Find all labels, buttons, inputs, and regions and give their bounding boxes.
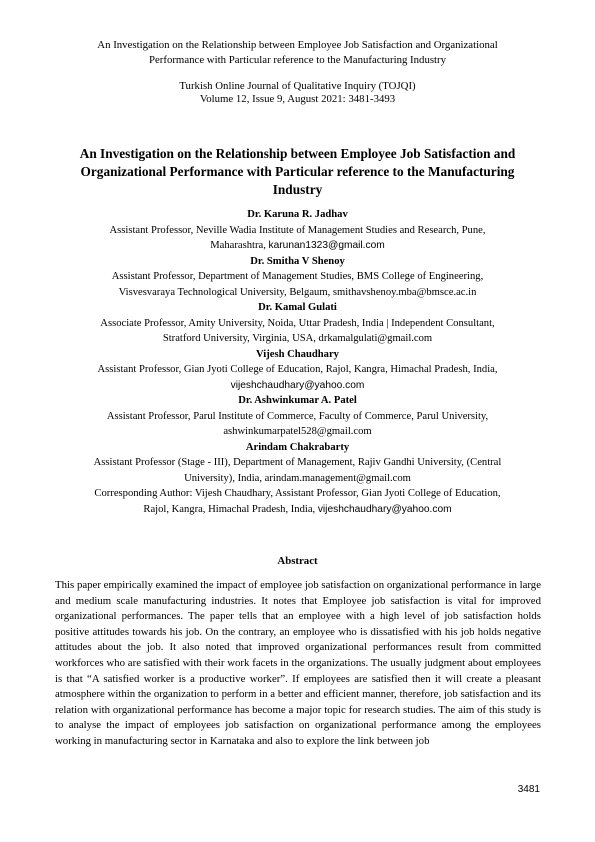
author-name: Dr. Kamal Gulati xyxy=(258,302,337,313)
author-affiliation: Assistant Professor, Parul Institute of Commerce, Faculty of Commerce, Parul University, xyxy=(106,410,489,422)
abstract-body: This paper empirically examined the impact of employee job satisfaction on organizational performance in large and medium scale manufacturing industries. It notes that Employee job satisfaction is vital for improved organizational performances. The paper tells that an employee with a high level of job satisfaction holds positive attitudes towards his job. On the contrary, an employee who is dissatisfied with his job holds negative attitudes about the job. It also noted that improved organizational performances result from committed workforces who are satisfied with their work facets in the organizations. The usually judgment about employees is that “A satisfied worker is a productive worker”. If employees are satisfied then it will create a pleasant atmosphere within the organization to perform in a better and efficient manner, therefore, job satisfaction and its relation with organizational performance has become a major topic for research studies. The aim of this study is to analyse the impact of employees job satisfaction on organizational performance among the employees working in manufacturing sector in Karnataka and also to explore the link between job xyxy=(55,579,541,747)
corresponding-author-email: vijeshchaudhary@yahoo.com xyxy=(317,503,452,515)
author-name: Arindam Chakrabarty xyxy=(245,441,350,453)
running-header-line-2: Performance with Particular reference to the Manufacturing Industry xyxy=(148,54,447,66)
author-affiliation: Assistant Professor, Neville Wadia Institute of Management Studies and Research, Pune, xyxy=(109,224,486,236)
author-name: Dr. Ashwinkumar A. Patel xyxy=(238,395,357,406)
author-affiliation-line-2 xyxy=(50,238,545,254)
author-affiliation: Associate Professor, Amity University, Noida, Uttar Pradesh, India | Independent Consultant, xyxy=(100,317,495,329)
author-name: Dr. Smitha V Shenoy xyxy=(250,255,345,267)
author-affiliation: Assistant Professor, Gian Jyoti College of Education, Rajol, Kangra, Himachal Pradesh, India, xyxy=(97,364,498,375)
running-header xyxy=(55,38,540,68)
author-block xyxy=(50,207,545,517)
corresponding-author-line-2 xyxy=(50,502,545,518)
paper-title: An Investigation on the Relationship between Employee Job Satisfaction and Organizational Performance with Particular reference to the Manufacturing Industry xyxy=(79,146,516,197)
corresponding-author-address: Rajol, Kangra, Himachal Pradesh, India, xyxy=(143,503,318,515)
author-affiliation: Assistant Professor, Department of Management Studies, BMS College of Engineering, xyxy=(111,271,484,282)
author-affiliation-text: Maharashtra, xyxy=(210,240,269,251)
running-header-line-1: An Investigation on the Relationship between Employee Job Satisfaction and Organizational xyxy=(97,39,498,51)
author-affiliation-line-2: University), India, arindam.management@gmail.com xyxy=(184,472,411,484)
journal-issue: Volume 12, Issue 9, August 2021: 3481-3493 xyxy=(199,93,396,105)
author-email: karunan1323@gmail.com xyxy=(268,240,385,251)
author-affiliation-line-2: Stratford University, Virginia, USA, drkamalgulati@gmail.com xyxy=(162,333,433,344)
author-email: ashwinkumarpatel528@gmail.com xyxy=(223,426,372,437)
abstract-heading: Abstract xyxy=(277,555,318,567)
author-email: vijeshchaudhary@yahoo.com xyxy=(230,379,365,391)
author-affiliation-line-2: Visvesvaraya Technological University, Belgaum, smithavshenoy.mba@bmsce.ac.in xyxy=(118,286,477,298)
page-number: 3481 xyxy=(517,784,540,795)
journal-name: Turkish Online Journal of Qualitative Inquiry (TOJQI) xyxy=(179,80,416,92)
author-affiliation: Assistant Professor (Stage - III), Department of Management, Rajiv Gandhi University, (Central xyxy=(93,457,502,468)
corresponding-author: Corresponding Author: Vijesh Chaudhary, Assistant Professor, Gian Jyoti College of Education, xyxy=(94,488,501,499)
author-name: Vijesh Chaudhary xyxy=(256,348,339,360)
author-name: Dr. Karuna R. Jadhav xyxy=(247,209,348,220)
journal-info xyxy=(55,80,540,106)
